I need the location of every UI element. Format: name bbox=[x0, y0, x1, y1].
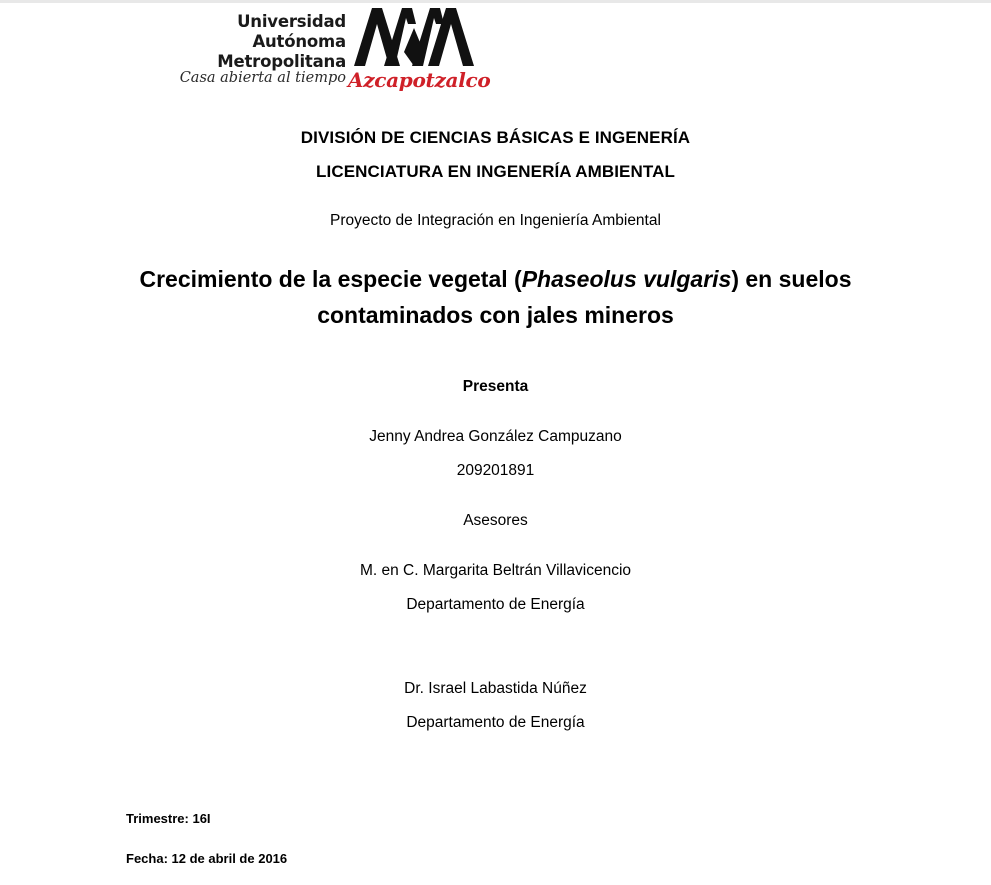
advisors-label: Asesores bbox=[463, 512, 528, 529]
logo-line-2: Autónoma bbox=[252, 32, 346, 52]
degree-heading: LICENCIATURA EN INGENERÍA AMBIENTAL bbox=[316, 162, 675, 181]
logo-line-1: Universidad bbox=[237, 12, 346, 31]
division-heading: DIVISIÓN DE CIENCIAS BÁSICAS E INGENERÍA bbox=[300, 128, 691, 147]
advisor-2-department: Departamento de Energía bbox=[406, 714, 585, 731]
title-species: Phaseolus vulgaris bbox=[521, 266, 732, 292]
uam-logo-mark-icon bbox=[354, 8, 474, 70]
document-title bbox=[0, 262, 991, 333]
project-type: Proyecto de Integración en Ingeniería Ambiental bbox=[330, 212, 661, 229]
campus-name: Azcapotzalco bbox=[348, 68, 491, 92]
logo-line-3: Metropolitana bbox=[217, 52, 346, 72]
logo-tagline: Casa abierta al tiempo bbox=[179, 70, 346, 86]
university-name bbox=[166, 12, 346, 72]
date-label: Fecha: 12 de abril de 2016 bbox=[126, 851, 288, 866]
advisor-1-name: M. en C. Margarita Beltrán Villavicencio bbox=[359, 562, 632, 579]
title-part-2: ) en suelos contaminados con jales mineros bbox=[317, 266, 852, 328]
author-name: Jenny Andrea González Campuzano bbox=[369, 428, 622, 445]
term-label: Trimestre: 16I bbox=[126, 811, 211, 826]
title-part-1: Crecimiento de la especie vegetal ( bbox=[139, 266, 522, 292]
author-id: 209201891 bbox=[456, 462, 535, 479]
advisor-2-name: Dr. Israel Labastida Núñez bbox=[404, 680, 587, 697]
presenta-label: Presenta bbox=[462, 378, 529, 395]
top-divider bbox=[0, 0, 991, 3]
university-logo bbox=[166, 8, 496, 94]
advisor-1-department: Departamento de Energía bbox=[406, 596, 585, 613]
